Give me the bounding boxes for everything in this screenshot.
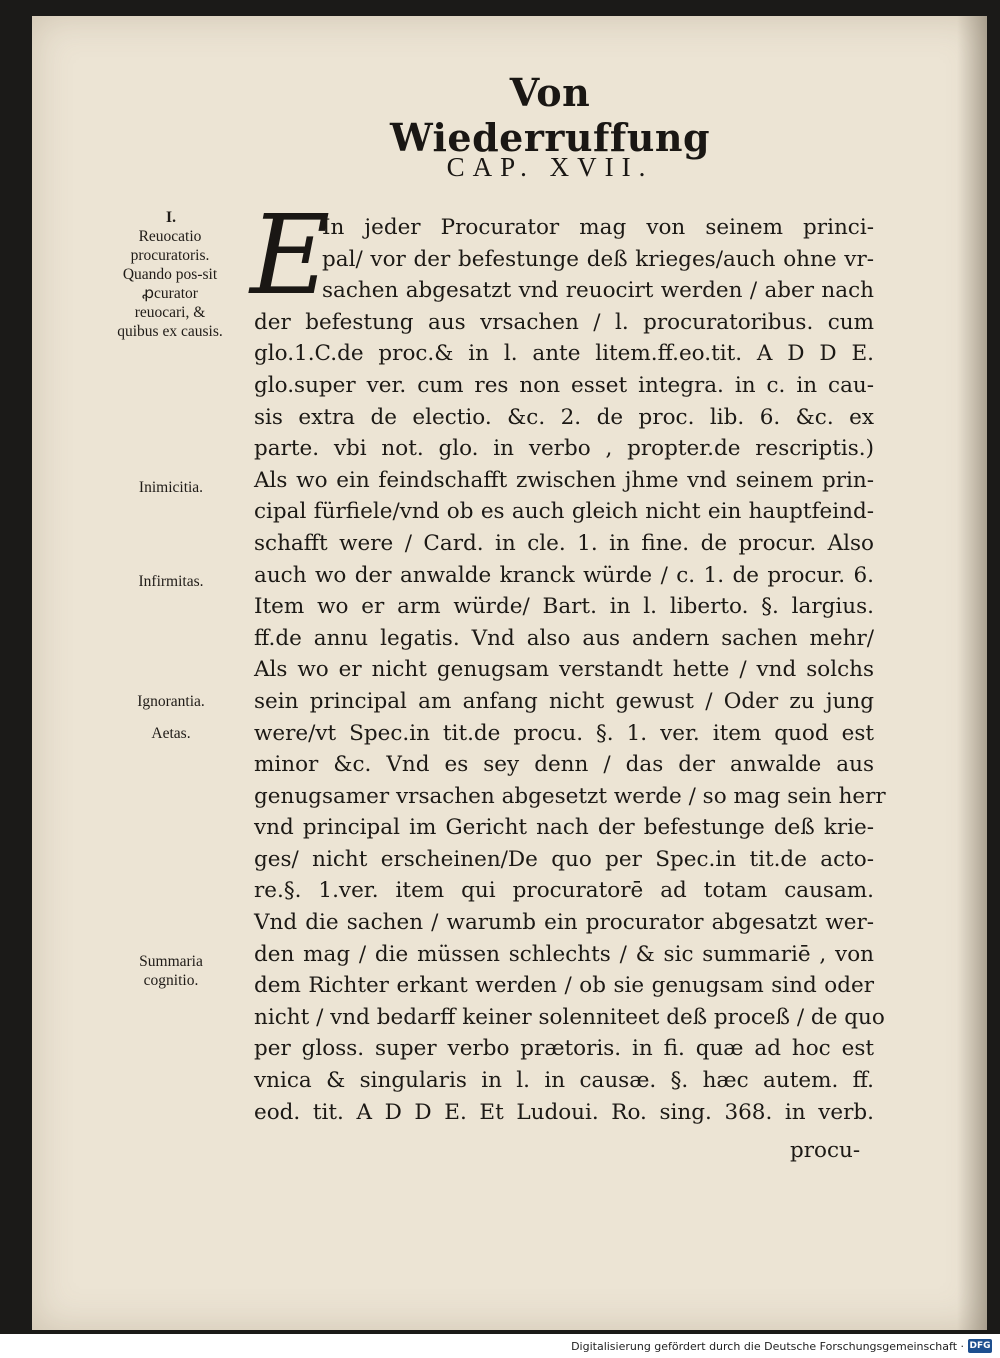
margin-note-infirmitas — [96, 572, 246, 591]
text-line: nicht / vnd bedarff keiner solenniteet deß proceß / de quo — [254, 1004, 885, 1030]
text-line: ges/ nicht erscheinen/De quo per Spec.in tit.de acto- — [254, 846, 874, 872]
text-line: Als wo ein feindschafft zwischen jhme vnd seinem prin- — [254, 467, 874, 493]
text-line: Vnd die sachen / warumb ein procurator abgesatzt wer- — [254, 910, 874, 936]
catchword: procu- — [790, 1138, 861, 1163]
text-line: vnica & singularis in l. in causæ. §. hæc autem. ff. — [254, 1068, 874, 1094]
margin-note-ignorantia — [96, 692, 246, 711]
text-line: dem Richter erkant werden / ob sie genugsam sind oder — [254, 973, 874, 999]
text-line: genugsamer vrsachen abgesetzt werde / so mag sein herr — [254, 783, 886, 809]
margin-note-text: Aetas. — [151, 725, 191, 742]
dfg-logo: DFG — [969, 1341, 991, 1351]
text-line: were/vt Spec.in tit.de procu. §. 1. ver. item quod est — [254, 720, 874, 746]
text-line: der befestung aus vrsachen / l. procuratoribus. cum — [254, 309, 874, 335]
text-line: ff.de annu legatis. Vnd also aus andern sachen mehr/ — [254, 625, 874, 651]
text-line: auch wo der anwalde kranck würde / c. 1. de procur. 6. — [254, 562, 874, 588]
text-line: sein principal am anfang nicht gewust / Oder zu jung — [254, 688, 874, 714]
margin-note-text: Reuocatio procuratoris. Quando pos-sit ꝓcurator reuocari, & quibus ex causis. — [117, 228, 223, 340]
margin-note-text: Inimicitia. — [138, 479, 204, 496]
text-line: sis extra de electio. &c. 2. de proc. lib. 6. &c. ex — [254, 404, 874, 430]
margin-note-inimicitia — [96, 478, 246, 497]
margin-note-reuocatio — [96, 208, 246, 341]
text-line: glo.1.C.de proc.& in l. ante litem.ff.eo.tit. A D D E. — [254, 341, 874, 367]
text-line: parte. vbi not. glo. in verbo , propter.de rescriptis.) — [254, 436, 874, 462]
body-text — [254, 212, 886, 1128]
margin-note-aetas — [96, 724, 246, 743]
text-line: per gloss. super verbo prætoris. in fi. quæ ad hoc est — [254, 1036, 874, 1062]
page-edge-shadow — [957, 16, 987, 1330]
text-line: cipal fürfiele/vnd ob es auch gleich nicht ein hauptfeind- — [254, 499, 874, 525]
text-line: sachen abgesatzt vnd reuocirt werden / aber nach — [322, 278, 874, 304]
text-line: glo.super ver. cum res non esset integra. in c. in cau- — [254, 372, 874, 398]
running-head: Von Wiederruffung — [389, 70, 711, 160]
drop-cap: E — [250, 191, 331, 319]
text-line: Als wo er nicht genugsam verstandt hette / vnd solchs — [254, 657, 874, 683]
footer-credit: Digitalisierung gefördert durch die Deutsche Forschungsgemeinschaft · — [571, 1340, 964, 1353]
text-line: In jeder Procurator mag von seinem princi- — [322, 215, 874, 240]
text-line: re.§. 1.ver. item qui procuratorē ad totam causam. — [254, 878, 874, 904]
margin-note-text: Infirmitas. — [138, 573, 204, 590]
text-line: pal/ vor der befestunge deß krieges/auch ohne vr- — [322, 246, 874, 272]
text-line: Item wo er arm würde/ Bart. in l. liberto. §. largius. — [254, 594, 874, 620]
margin-note-summaria — [96, 952, 246, 990]
text-line: schafft were / Card. in cle. 1. in fine. de procur. Also — [254, 530, 874, 556]
chapter-heading: CAP. XVII. — [446, 152, 654, 182]
text-line: minor &c. Vnd es sey denn / das der anwalde aus — [254, 752, 874, 778]
text-line: den mag / die müssen schlechts / & sic summariē , von — [254, 941, 874, 967]
margin-note-text: Ignorantia. — [137, 693, 205, 710]
margin-note-number: I. — [166, 209, 176, 226]
text-line: eod. tit. A D D E. Et Ludoui. Ro. sing. 368. in verb. — [254, 1099, 874, 1125]
text-line: vnd principal im Gericht nach der befestunge deß krie- — [254, 815, 874, 841]
margin-note-text: Summaria cognitio. — [139, 953, 203, 989]
